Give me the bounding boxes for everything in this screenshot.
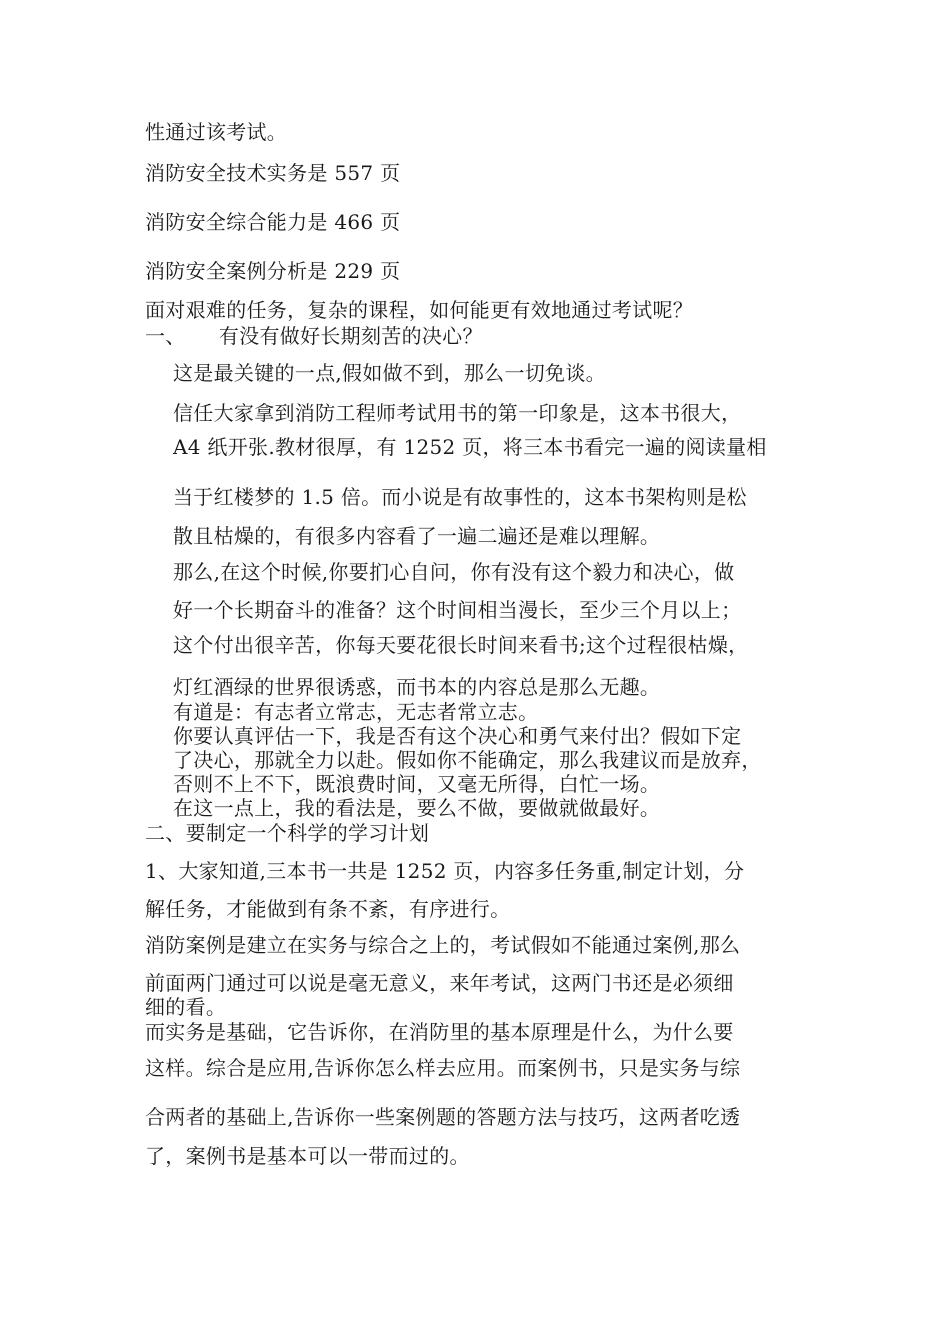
text-line: 了决心，那就全力以赴。假如你不能确定，那么我建议而是放弃， xyxy=(173,748,762,772)
text-line: 灯红酒绿的世界很诱惑，而书本的内容总是那么无趣。 xyxy=(173,675,661,699)
text-line: 而实务是基础，它告诉你，在消防里的基本原理是什么，为什么要 xyxy=(145,1020,734,1044)
section-heading-1: 一、 有没有做好长期刻苦的决心？ xyxy=(145,324,483,348)
text-line: 了，案例书是基本可以一带而过的。 xyxy=(145,1144,470,1168)
text-line: 这个付出很辛苦，你每天要花很长时间来看书;这个过程很枯燥， xyxy=(173,633,749,657)
text-line: 消防安全综合能力是 466 页 xyxy=(145,210,401,234)
section-heading-2: 二、要制定一个科学的学习计划 xyxy=(145,821,430,845)
text-line: 好一个长期奋斗的准备？这个时间相当漫长，至少三个月以上； xyxy=(173,598,742,622)
text-line: 合两者的基础上,告诉你一些案例题的答题方法与技巧，这两者吃透 xyxy=(145,1105,741,1129)
text-line: 消防安全案例分析是 229 页 xyxy=(145,259,401,283)
text-line: 1、大家知道,三本书一共是 1252 页，内容多任务重,制定计划，分 xyxy=(145,859,745,883)
text-line: 解任务，才能做到有条不紊，有序进行。 xyxy=(145,897,511,921)
text-line: 当于红楼梦的 1.5 倍。而小说是有故事性的，这本书架构则是松 xyxy=(173,485,747,509)
text-line: 消防案例是建立在实务与综合之上的，考试假如不能通过案例,那么 xyxy=(145,933,741,957)
text-line: 性通过该考试。 xyxy=(145,120,288,144)
text-line: 面对艰难的任务，复杂的课程，如何能更有效地通过考试呢？ xyxy=(145,298,694,322)
text-line: 这是最关键的一点,假如做不到，那么一切免谈。 xyxy=(173,361,606,385)
text-line: 你要认真评估一下，我是否有这个决心和勇气来付出？假如下定 xyxy=(173,724,742,748)
text-line: A4 纸开张.教材很厚，有 1252 页，将三本书看完一遍的阅读量相 xyxy=(173,435,767,459)
text-line: 信任大家拿到消防工程师考试用书的第一印象是，这本书很大， xyxy=(173,401,742,425)
text-line: 散且枯燥的，有很多内容看了一遍二遍还是难以理解。 xyxy=(173,524,661,548)
text-line: 那么,在这个时候,你要扪心自问，你有没有这个毅力和决心，做 xyxy=(173,560,735,584)
text-line: 在这一点上，我的看法是，要么不做，要做就做最好。 xyxy=(173,796,661,820)
text-line: 否则不上不下，既浪费时间，又毫无所得，白忙一场。 xyxy=(173,772,661,796)
text-line: 消防安全技术实务是 557 页 xyxy=(145,161,401,185)
text-line: 细的看。 xyxy=(145,995,227,1019)
text-line: 这样。综合是应用,告诉你怎么样去应用。而案例书，只是实务与综 xyxy=(145,1056,741,1080)
text-line: 前面两门通过可以说是毫无意义，来年考试，这两门书还是必须细 xyxy=(145,971,734,995)
text-line: 有道是：有志者立常志，无志者常立志。 xyxy=(173,700,539,724)
